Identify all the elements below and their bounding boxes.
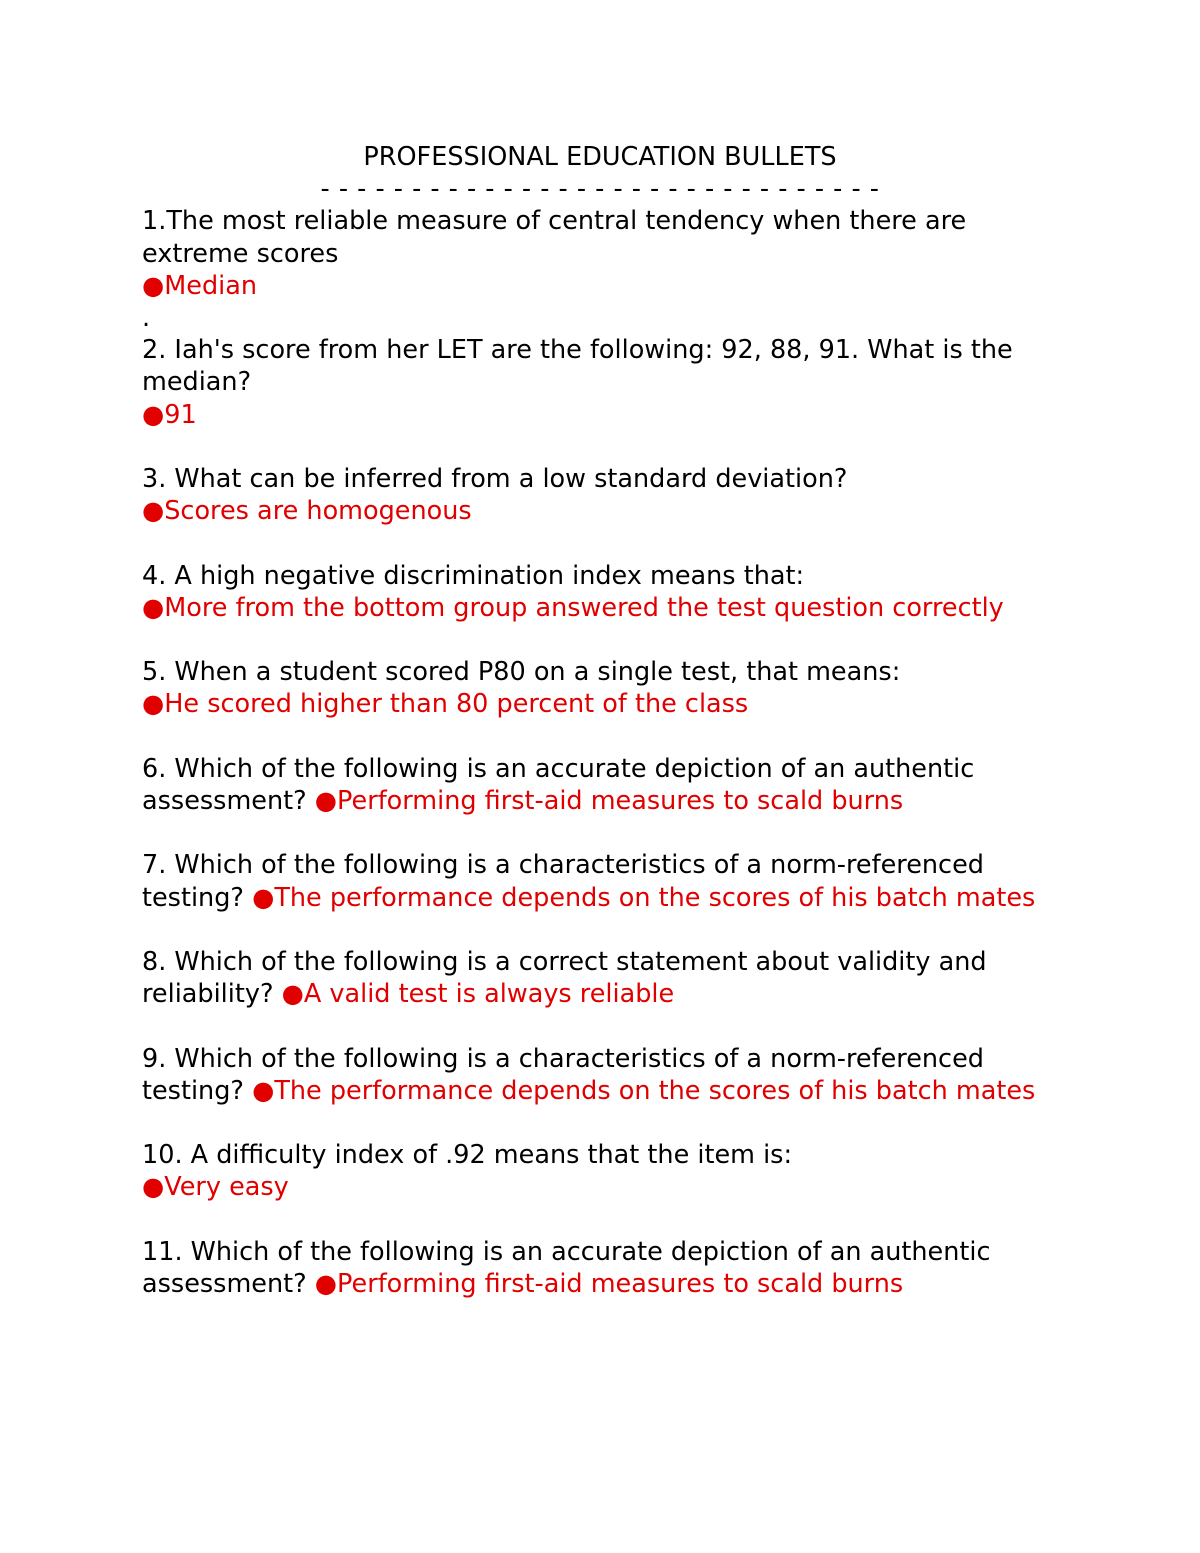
question-text: 7. Which of the following is a characteristics of a norm-referenced testing? [142,850,984,913]
spacer [142,527,1072,559]
qa-item-6 [142,753,1072,817]
question-text: 2. Iah's score from her LET are the following: 92, 88, 91. What is the median? [142,335,1013,398]
qa-item-9 [142,1043,1072,1107]
answer-text: ●Performing first-aid measures to scald burns [314,1268,904,1299]
qa-item-5 [142,656,1072,720]
answer-text: ●More from the bottom group answered the test question correctly [142,592,1004,623]
answer-text: ●He scored higher than 80 percent of the class [142,689,749,720]
document-body [142,141,1072,1300]
spacer [142,1107,1072,1139]
question-text: 10. A difficulty index of .92 means that the item is: [142,1140,793,1171]
spacer [142,721,1072,753]
answer-text: ●Performing first-aid measures to scald burns [314,785,904,816]
qa-item-1 [142,205,1072,302]
qa-item-3 [142,463,1072,527]
answer-text: ●Scores are homogenous [142,496,472,527]
answer-text: ●The performance depends on the scores of his batch mates [252,882,1036,913]
stray-dot: . [142,303,151,334]
spacer [142,624,1072,656]
answer-text: ●A valid test is always reliable [281,979,675,1010]
spacer [142,914,1072,946]
question-text: 1.The most reliable measure of central tendency when there are extreme scores [142,206,967,269]
qa-item-2 [142,334,1072,431]
qa-item-11 [142,1236,1072,1300]
spacer [142,431,1072,463]
answer-text: ●Very easy [142,1172,289,1203]
qa-item-8 [142,946,1072,1010]
qa-item-4 [142,560,1072,624]
spacer [142,817,1072,849]
answer-text: ●91 [142,399,197,430]
document-title: PROFESSIONAL EDUCATION BULLETS [363,142,837,172]
question-text: 5. When a student scored P80 on a single test, that means: [142,657,901,688]
question-text: 4. A high negative discrimination index means that: [142,560,805,591]
question-text: 11. Which of the following is an accurate depiction of an authentic assessment? [142,1236,991,1299]
question-text: 8. Which of the following is a correct statement about validity and reliability? [142,946,987,1010]
qa-item-7 [142,849,1072,913]
question-text: 6. Which of the following is an accurate depiction of an authentic assessment? [142,753,975,816]
spacer [142,1010,1072,1042]
title-separator: - - - - - - - - - - - - - - - - - - - - - - - - - - - - - - - [320,174,880,205]
spacer [142,1204,1072,1236]
question-text: 3. What can be inferred from a low standard deviation? [142,464,848,494]
answer-text: ●Median [142,270,257,301]
qa-item-10 [142,1139,1072,1203]
question-text: 9. Which of the following is a characteristics of a norm-referenced testing? [142,1043,984,1106]
answer-text: ●The performance depends on the scores of his batch mates [252,1075,1036,1106]
